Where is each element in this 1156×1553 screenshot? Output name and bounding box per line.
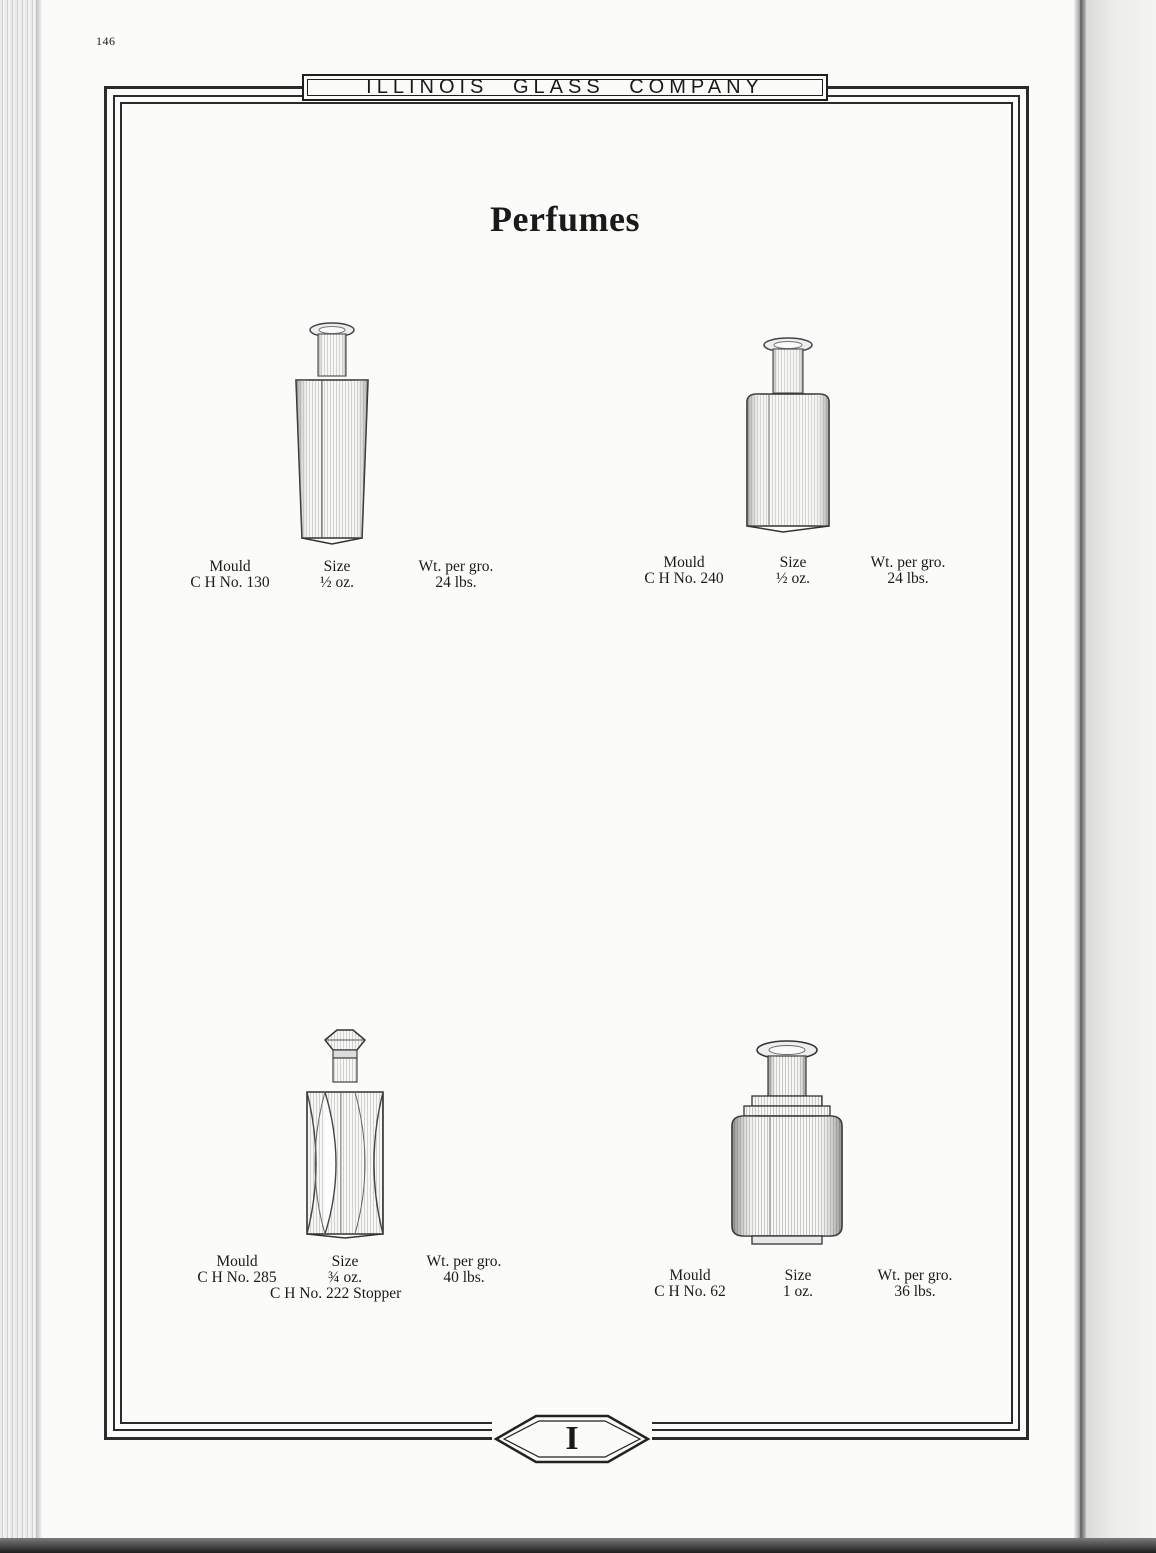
mould-value: C H No. 62: [654, 1283, 726, 1300]
mould-label: Mould: [663, 554, 705, 571]
mould-value: C H No. 285: [197, 1269, 277, 1286]
size-column: [762, 1268, 834, 1300]
size-value: ½ oz.: [319, 574, 354, 591]
bottle-illustration-ch-62: [722, 1034, 852, 1248]
bottle-illustration-ch-285: [295, 1026, 395, 1244]
emblem-letter: I: [565, 1420, 579, 1457]
weight-value: 24 lbs.: [435, 574, 477, 591]
weight-value: 36 lbs.: [894, 1283, 936, 1300]
mould-column: [170, 559, 290, 591]
size-label: Size: [323, 558, 351, 575]
weight-label: Wt. per gro.: [426, 1253, 502, 1270]
size-label: Size: [331, 1253, 359, 1270]
size-column: [306, 1254, 384, 1286]
weight-column: [850, 555, 966, 587]
page-border-frame: [104, 86, 1029, 1440]
mould-label: Mould: [216, 1253, 258, 1270]
mould-column: [624, 555, 744, 587]
weight-value: 24 lbs.: [887, 570, 929, 587]
mould-value: C H No. 240: [644, 570, 724, 587]
weight-label: Wt. per gro.: [870, 554, 946, 571]
size-label: Size: [779, 554, 807, 571]
size-column: [300, 559, 374, 591]
mould-label: Mould: [209, 558, 251, 575]
weight-column: [858, 1268, 972, 1300]
weight-value: 40 lbs.: [443, 1269, 485, 1286]
weight-column: [402, 1254, 526, 1286]
bottom-shadow: [0, 1538, 1156, 1553]
size-value: 1 oz.: [782, 1283, 814, 1300]
bottle-illustration-ch-240: [733, 330, 843, 536]
diamond-emblem: [492, 1413, 652, 1465]
size-label: Size: [784, 1267, 812, 1284]
size-value: ¾ oz.: [327, 1269, 362, 1286]
size-column: [756, 555, 830, 587]
mould-column: [178, 1254, 296, 1286]
size-value: ½ oz.: [775, 570, 810, 587]
stopper-note: C H No. 222 Stopper: [270, 1285, 402, 1302]
mould-column: [632, 1268, 748, 1300]
weight-label: Wt. per gro.: [877, 1267, 953, 1284]
company-name: ILLINOIS GLASS COMPANY: [366, 76, 764, 98]
page-number: 146: [96, 34, 116, 48]
mould-label: Mould: [669, 1267, 711, 1284]
page-title: Perfumes: [490, 199, 640, 239]
bottle-illustration-ch-130: [282, 316, 382, 548]
header-banner: [302, 74, 828, 101]
weight-column: [396, 559, 516, 591]
weight-label: Wt. per gro.: [418, 558, 494, 575]
mould-value: C H No. 130: [190, 574, 270, 591]
